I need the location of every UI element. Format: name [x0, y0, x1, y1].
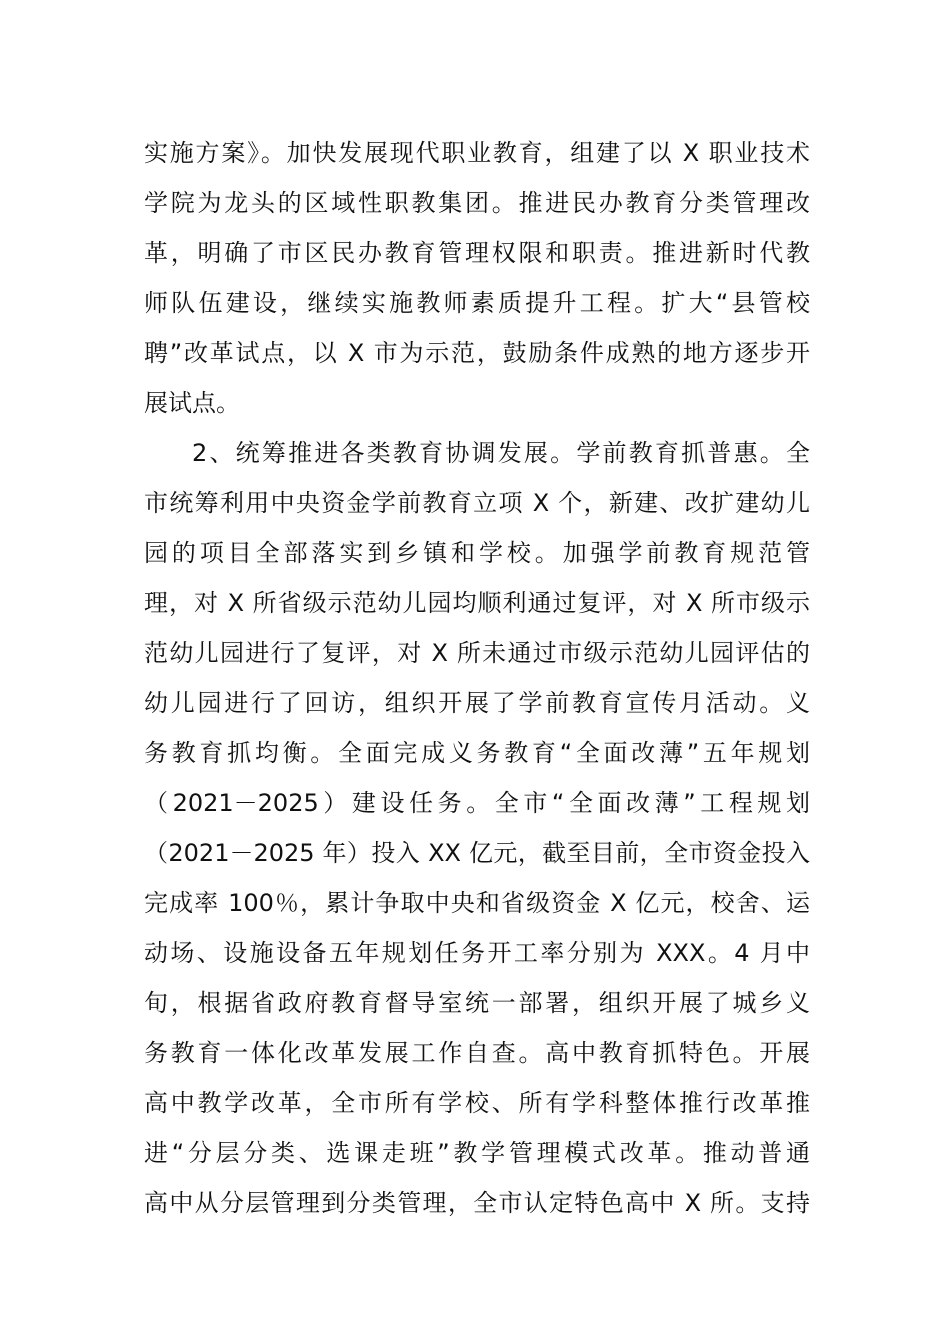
- text-line: （2021－2025 年）投入 XX 亿元，截至目前，全市资金投入: [144, 839, 810, 867]
- document-body: [144, 128, 810, 1228]
- text-line: 进“分层分类、选课走班”教学管理模式改革。推动普通: [144, 1139, 810, 1167]
- text-line: 展试点。: [144, 389, 240, 417]
- paragraph-first-line: 2、统筹推进各类教育协调发展。学前教育抓普惠。全: [192, 439, 810, 467]
- text-line: 动场、设施设备五年规划任务开工率分别为 XXX。4 月中: [144, 939, 810, 967]
- text-line: 园的项目全部落实到乡镇和学校。加强学前教育规范管: [144, 539, 810, 567]
- text-line: 革，明确了市区民办教育管理权限和职责。推进新时代教: [144, 239, 810, 267]
- text-line: 旬，根据省政府教育督导室统一部署，组织开展了城乡义: [144, 989, 810, 1017]
- text-line: 高中从分层管理到分类管理，全市认定特色高中 X 所。支持: [144, 1189, 810, 1217]
- text-line: 聘”改革试点，以 X 市为示范，鼓励条件成熟的地方逐步开: [144, 339, 810, 367]
- text-line: 实施方案》。加快发展现代职业教育，组建了以 X 职业技术: [144, 139, 810, 167]
- text-line: 市统筹利用中央资金学前教育立项 X 个，新建、改扩建幼儿: [144, 489, 810, 517]
- text-line: 务教育一体化改革发展工作自查。高中教育抓特色。开展: [144, 1039, 810, 1067]
- text-line: 学院为龙头的区域性职教集团。推进民办教育分类管理改: [144, 189, 810, 217]
- text-line: 范幼儿园进行了复评，对 X 所未通过市级示范幼儿园评估的: [144, 639, 810, 667]
- text-line: 理，对 X 所省级示范幼儿园均顺利通过复评，对 X 所市级示: [144, 589, 810, 617]
- text-line: 幼儿园进行了回访，组织开展了学前教育宣传月活动。义: [144, 689, 810, 717]
- text-line: 务教育抓均衡。全面完成义务教育“全面改薄”五年规划: [144, 739, 810, 767]
- text-line: 高中教学改革，全市所有学校、所有学科整体推行改革推: [144, 1089, 810, 1117]
- text-line: 师队伍建设，继续实施教师素质提升工程。扩大“县管校: [144, 289, 810, 317]
- text-line: 完成率 100％，累计争取中央和省级资金 X 亿元，校舍、运: [144, 889, 810, 917]
- text-line: （2021－2025）建设任务。全市“全面改薄”工程规划: [144, 789, 810, 817]
